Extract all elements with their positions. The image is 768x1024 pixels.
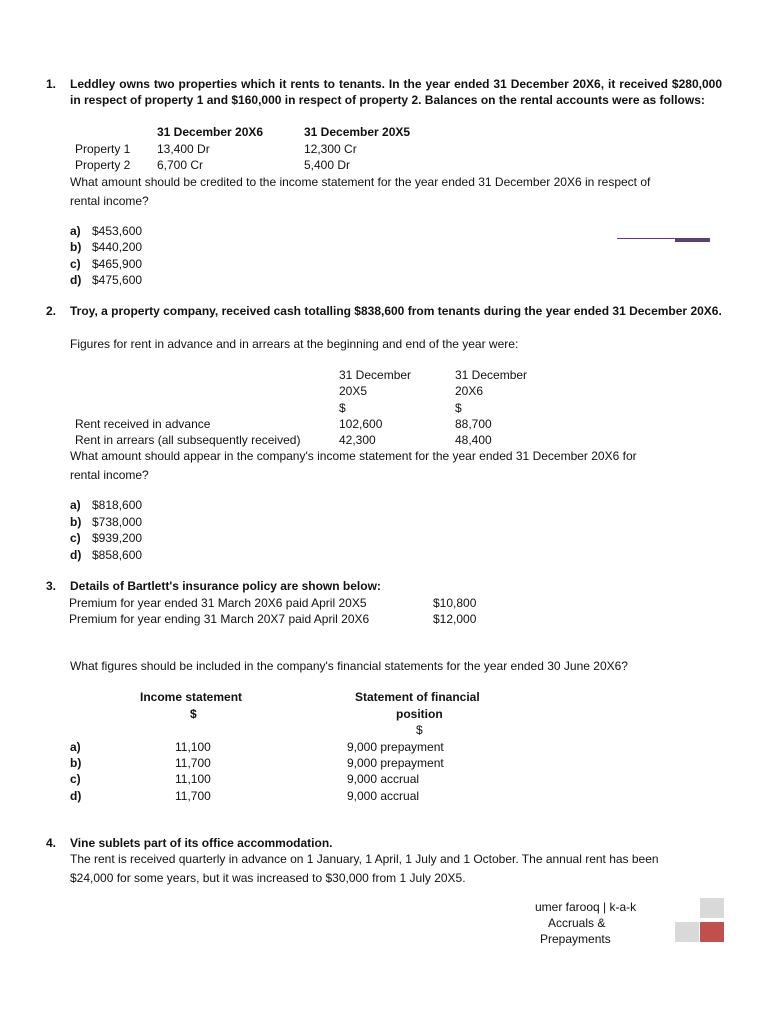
option-letter: c) bbox=[70, 772, 81, 786]
decorative-square bbox=[700, 898, 724, 918]
footer-topic: Accruals & bbox=[548, 916, 606, 930]
option-is-value: 11,100 bbox=[175, 772, 211, 786]
question-text: What amount should appear in the company's income statement for the year ended 31 December 20X6 for bbox=[70, 449, 637, 463]
cell-value: 6,700 Cr bbox=[157, 158, 204, 172]
option-letter: b) bbox=[70, 515, 82, 529]
cell-value: 5,400 Dr bbox=[304, 158, 351, 172]
question-text: $24,000 for some years, but it was increased to $30,000 from 1 July 20X5. bbox=[70, 871, 466, 885]
option-sfp-value: 9,000 accrual bbox=[347, 789, 420, 803]
option-letter: a) bbox=[70, 740, 81, 754]
option-sfp-value: 9,000 prepayment bbox=[347, 740, 444, 754]
option-letter: d) bbox=[70, 273, 82, 287]
question-subtext: Figures for rent in advance and in arrears at the beginning and end of the year were: bbox=[70, 337, 519, 351]
currency-label: $ bbox=[339, 401, 346, 415]
decorative-line bbox=[617, 238, 677, 239]
column-header: 31 December bbox=[339, 368, 412, 382]
cell-value: 13,400 Dr bbox=[157, 142, 210, 156]
currency-label: $ bbox=[455, 401, 462, 415]
row-label: Property 2 bbox=[75, 158, 131, 172]
column-header: Statement of financial bbox=[355, 690, 480, 704]
question-text: The rent is received quarterly in advance on 1 January, 1 April, 1 July and 1 October. The annual rent has been bbox=[70, 852, 659, 866]
premium-value: $12,000 bbox=[433, 612, 477, 626]
cell-value: 102,600 bbox=[339, 417, 383, 431]
option-text: $475,600 bbox=[92, 273, 143, 287]
option-sfp-value: 9,000 accrual bbox=[347, 772, 420, 786]
row-label: Property 1 bbox=[75, 142, 131, 156]
question-intro: Vine sublets part of its office accommodation. bbox=[70, 836, 333, 850]
option-text: $738,000 bbox=[92, 515, 143, 529]
column-unit: $ bbox=[190, 707, 197, 721]
question-text: rental income? bbox=[70, 194, 149, 208]
column-header: 31 December bbox=[455, 368, 528, 382]
cell-value: 12,300 Cr bbox=[304, 142, 357, 156]
option-text: $939,200 bbox=[92, 531, 143, 545]
question-number: 3. bbox=[46, 579, 57, 593]
question-text: rental income? bbox=[70, 468, 149, 482]
option-letter: a) bbox=[70, 498, 81, 512]
question-intro: Leddley owns two properties which it rents to tenants. In the year ended 31 December 20X6, it received $280,000 in respect of property 1 and $160,000 in respect of property 2. Balances on the rental accounts were as follows: bbox=[70, 77, 722, 107]
row-label: Rent in arrears (all subsequently received) bbox=[75, 433, 301, 447]
question-number: 4. bbox=[46, 836, 57, 850]
option-letter: b) bbox=[70, 240, 82, 254]
option-is-value: 11,100 bbox=[175, 740, 211, 754]
option-text: $465,900 bbox=[92, 257, 143, 271]
decorative-square bbox=[675, 922, 699, 942]
premium-value: $10,800 bbox=[433, 596, 477, 610]
footer-topic: Prepayments bbox=[540, 932, 611, 946]
column-unit: $ bbox=[416, 723, 423, 737]
option-is-value: 11,700 bbox=[175, 789, 211, 803]
question-number: 2. bbox=[46, 304, 57, 318]
column-header: 20X6 bbox=[455, 384, 484, 398]
option-letter: d) bbox=[70, 548, 82, 562]
column-header: 31 December 20X6 bbox=[157, 125, 264, 139]
option-letter: d) bbox=[70, 789, 82, 803]
question-text: What amount should be credited to the income statement for the year ended 31 December 20X6 in respect of bbox=[70, 175, 651, 189]
premium-label: Premium for year ended 31 March 20X6 paid April 20X5 bbox=[69, 596, 367, 610]
cell-value: 88,700 bbox=[455, 417, 492, 431]
cell-value: 48,400 bbox=[455, 433, 492, 447]
option-text: $858,600 bbox=[92, 548, 143, 562]
premium-label: Premium for year ending 31 March 20X7 paid April 20X6 bbox=[69, 612, 370, 626]
option-letter: c) bbox=[70, 531, 81, 545]
option-sfp-value: 9,000 prepayment bbox=[347, 756, 444, 770]
decorative-bar bbox=[675, 238, 710, 242]
column-header: position bbox=[396, 707, 443, 721]
option-letter: a) bbox=[70, 224, 81, 238]
question-intro: Details of Bartlett's insurance policy are shown below: bbox=[70, 579, 381, 593]
cell-value: 42,300 bbox=[339, 433, 376, 447]
column-header: 20X5 bbox=[339, 384, 368, 398]
column-header: Income statement bbox=[140, 690, 243, 704]
option-is-value: 11,700 bbox=[175, 756, 211, 770]
option-letter: b) bbox=[70, 756, 82, 770]
row-label: Rent received in advance bbox=[75, 417, 211, 431]
option-letter: c) bbox=[70, 257, 81, 271]
option-text: $453,600 bbox=[92, 224, 143, 238]
decorative-square-accent bbox=[700, 922, 724, 942]
column-header: 31 December 20X5 bbox=[304, 125, 411, 139]
footer-author: umer farooq | k-a-k bbox=[535, 900, 637, 914]
question-text: What figures should be included in the company's financial statements for the year ended 30 June 20X6? bbox=[70, 659, 628, 673]
option-text: $440,200 bbox=[92, 240, 143, 254]
option-text: $818,600 bbox=[92, 498, 143, 512]
question-number: 1. bbox=[46, 77, 57, 91]
question-intro: Troy, a property company, received cash totalling $838,600 from tenants during the year ended 31 December 20X6. bbox=[70, 304, 722, 318]
